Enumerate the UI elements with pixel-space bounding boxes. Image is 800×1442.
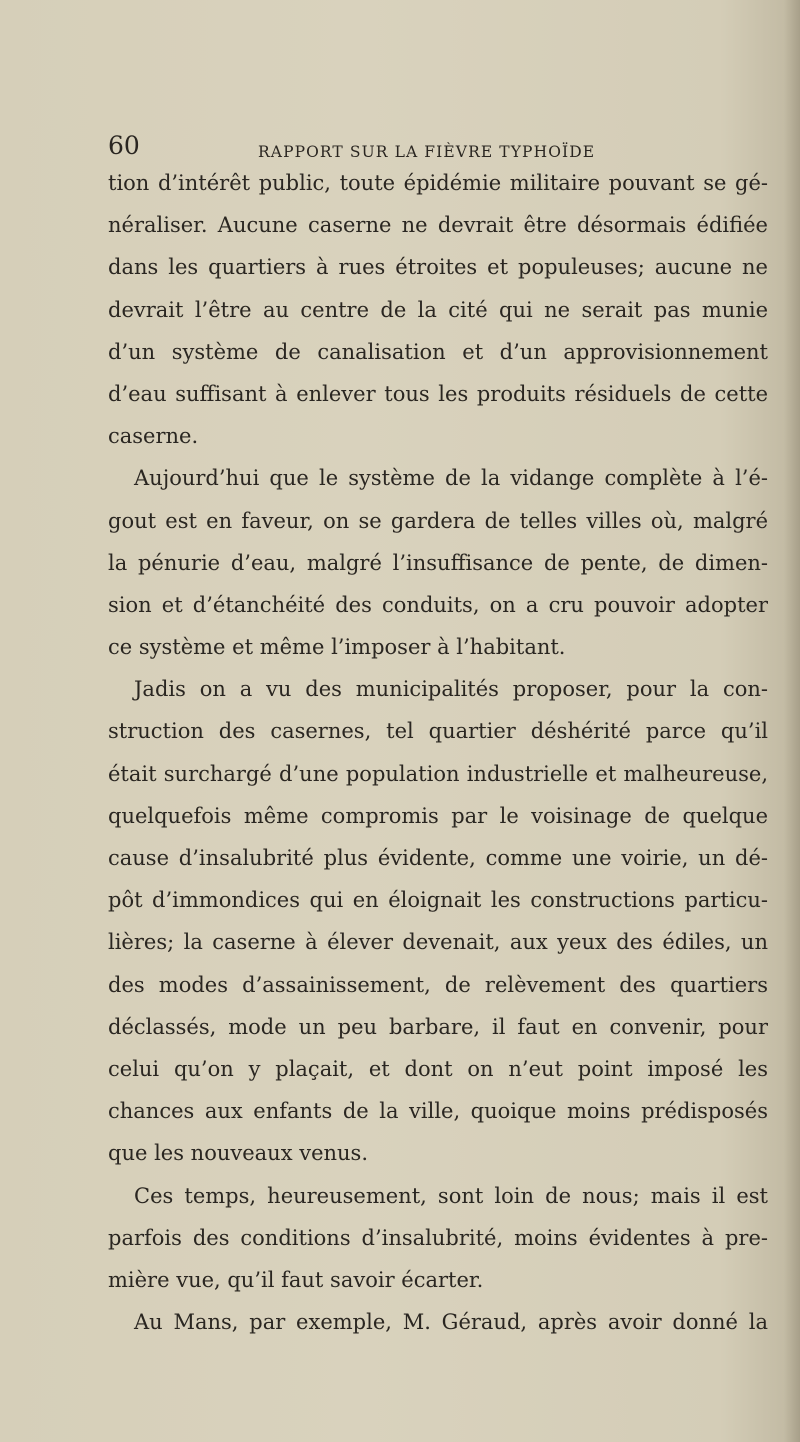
body-text	[108, 162, 768, 1343]
text-line: que les nouveaux venus.	[108, 1141, 369, 1166]
text-line: celui qu’on y plaçait, et dont on n’eut point imposé les	[108, 1056, 768, 1081]
text-line: tion d’intérêt public, toute épidémie militaire pouvant se gé-	[108, 171, 768, 195]
text-line: Aujourd’hui que le système de la vidange complète à l’é-	[134, 466, 768, 491]
text-line: sion et d’étanchéité des conduits, on a cru pouvoir adopter	[108, 592, 768, 617]
text-line: pôt d’immondices qui en éloignait les constructions particu-	[108, 888, 768, 913]
text-line: des modes d’assainissement, de relèvement des quartiers	[108, 972, 768, 997]
text-line: parfois des conditions d’insalubrité, moins évidentes à pre-	[108, 1225, 768, 1250]
text-line: Au Mans, par exemple, M. Géraud, après avoir donné la	[134, 1310, 768, 1335]
text-line: était surchargé d’une population industrielle et malheureuse,	[108, 761, 768, 786]
text-line: gout est en faveur, on se gardera de telles villes où, malgré	[108, 508, 768, 533]
text-line: néraliser. Aucune caserne ne devrait être désormais édifiée	[108, 213, 768, 238]
running-title: RAPPORT SUR LA FIÈVRE TYPHOÏDE	[258, 143, 596, 161]
text-line: la pénurie d’eau, malgré l’insuffisance de pente, de dimen-	[108, 550, 768, 575]
text-line: Jadis on a vu des municipalités proposer, pour la con-	[134, 677, 768, 702]
text-line: d’eau suffisant à enlever tous les produits résiduels de cette	[108, 381, 768, 406]
page-number: 60	[108, 131, 140, 160]
text-line: déclassés, mode un peu barbare, il faut en convenir, pour	[108, 1014, 768, 1039]
text-line: d’un système de canalisation et d’un approvisionnement	[108, 339, 768, 364]
text-line: Ces temps, heureusement, sont loin de nous; mais il est	[134, 1183, 768, 1208]
text-line: mière vue, qu’il faut savoir écarter.	[108, 1267, 484, 1292]
text-line: dans les quartiers à rues étroites et populeuses; aucune ne	[108, 255, 768, 280]
text-line: caserne.	[108, 424, 199, 449]
text-line: chances aux enfants de la ville, quoique moins prédisposés	[108, 1099, 768, 1124]
text-line: ce système et même l’imposer à l’habitant.	[108, 635, 566, 660]
page-edge-shadow	[784, 0, 800, 1442]
text-line: quelquefois même compromis par le voisinage de quelque	[108, 803, 768, 828]
text-line: devrait l’être au centre de la cité qui ne serait pas munie	[108, 297, 768, 322]
text-line: struction des casernes, tel quartier déshérité parce qu’il	[108, 719, 768, 744]
text-line: cause d’insalubrité plus évidente, comme une voirie, un dé-	[108, 846, 768, 870]
text-line: lières; la caserne à élever devenait, aux yeux des édiles, un	[108, 930, 768, 955]
